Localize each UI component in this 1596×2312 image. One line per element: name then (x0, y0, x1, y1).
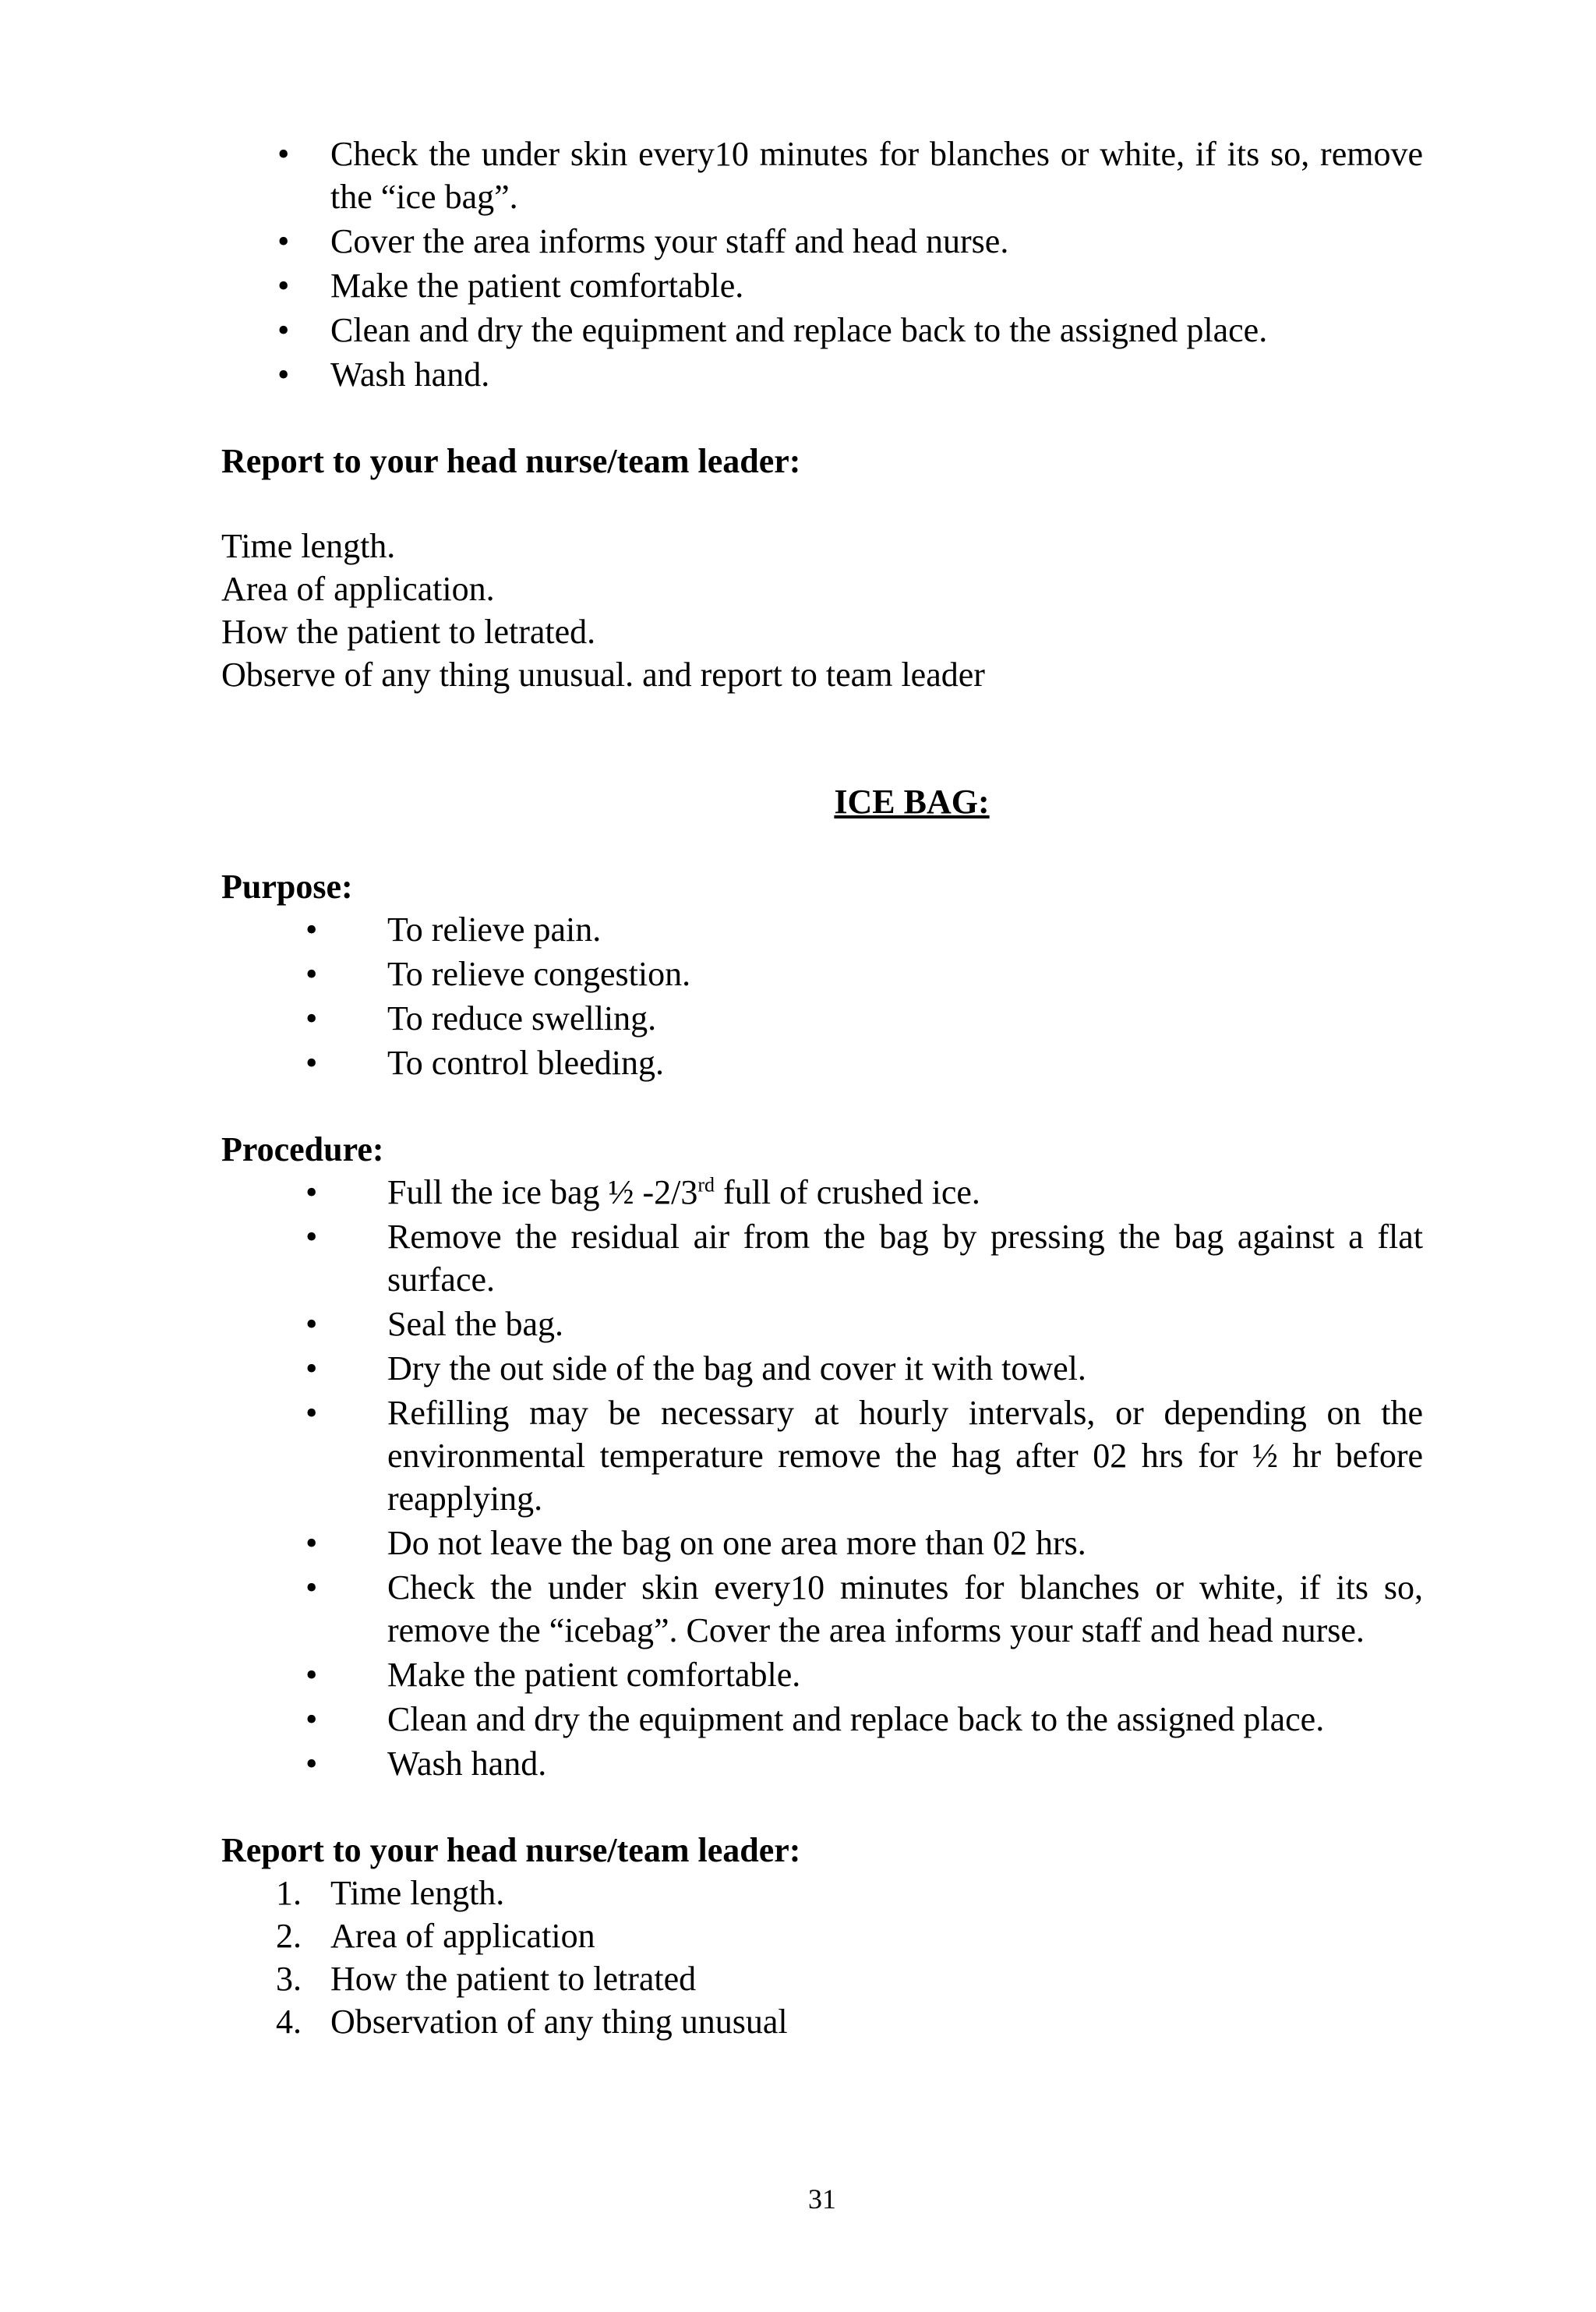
procedure-list (221, 1171, 1423, 1785)
list-item: • To relieve congestion. (221, 953, 1423, 995)
bullet-icon: • (305, 1700, 318, 1738)
bullet-icon: • (277, 135, 290, 173)
bullet-icon: • (305, 1394, 318, 1432)
purpose-heading: Purpose: (221, 868, 353, 906)
list-item: 4. Observation of any thing unusual (276, 2003, 788, 2041)
list-item: 1. Time length. (276, 1874, 505, 1912)
bullet-icon: • (305, 1568, 318, 1607)
bullet-icon: • (305, 1745, 318, 1783)
report-line: Time length. (221, 527, 396, 565)
report-heading: Report to your head nurse/team leader: (221, 1831, 801, 1869)
document-page (221, 133, 1423, 2043)
list-item: 3. How the patient to letrated (276, 1960, 697, 1998)
bullet-icon: • (277, 222, 290, 260)
report-line: How the patient to letrated. (221, 613, 596, 651)
list-item: • Refilling may be necessary at hourly intervals, or depending on the environmental temperature remove the hag after 02 hrs for ½ hr before reapplying. (221, 1391, 1423, 1520)
list-item: • To reduce swelling. (221, 997, 1423, 1040)
list-item: • Remove the residual air from the bag by pressing the bag against a flat surface. (221, 1215, 1423, 1301)
list-item: • Clean and dry the equipment and replace back to the assigned place. (221, 309, 1423, 352)
bullet-icon: • (305, 1349, 318, 1388)
procedure-heading: Procedure: (221, 1130, 384, 1168)
list-item: • Cover the area informs your staff and head nurse. (221, 220, 1423, 263)
page-number: 31 (808, 2183, 836, 2215)
top-bullet-list (221, 133, 1423, 396)
bullet-icon: • (305, 1044, 318, 1082)
bullet-icon: • (305, 1305, 318, 1343)
list-item: • To control bleeding. (221, 1041, 1423, 1084)
list-item: • Make the patient comfortable. (221, 1653, 1423, 1696)
report-line: Observe of any thing unusual. and report to team leader (221, 656, 985, 694)
bullet-icon: • (305, 1524, 318, 1562)
report-heading: Report to your head nurse/team leader: (221, 442, 801, 480)
list-item: • Dry the out side of the bag and cover it with towel. (221, 1347, 1423, 1390)
list-item: • Wash hand. (221, 353, 1423, 396)
list-item: • Seal the bag. (221, 1303, 1423, 1345)
bullet-icon: • (305, 1173, 318, 1211)
list-item: 2. Area of application (276, 1917, 595, 1955)
bullet-icon: • (305, 910, 318, 949)
list-item: • Wash hand. (221, 1742, 1423, 1785)
report-lines (221, 525, 1423, 696)
bullet-icon: • (305, 999, 318, 1038)
bullet-icon: • (305, 1656, 318, 1694)
list-item: • Check the under skin every10 minutes for blanches or white, if its so, remove the “ice bag”. (221, 133, 1423, 218)
report-line: Area of application. (221, 570, 495, 608)
bullet-icon: • (277, 311, 290, 349)
purpose-list (221, 908, 1423, 1084)
report-numbered-list (221, 1872, 1423, 2043)
list-item: • To relieve pain. (221, 908, 1423, 951)
list-item: • Full the ice bag ½ -2/3rd full of crushed ice. (221, 1171, 1423, 1214)
list-item: • Make the patient comfortable. (221, 264, 1423, 307)
bullet-icon: • (305, 955, 318, 993)
list-item: • Do not leave the bag on one area more than 02 hrs. (221, 1522, 1423, 1564)
bullet-icon: • (277, 267, 290, 305)
list-item: • Clean and dry the equipment and replace back to the assigned place. (221, 1698, 1423, 1741)
list-item: • Check the under skin every10 minutes for blanches or white, if its so, remove the “icebag”. Cover the area informs your staff and head nurse. (221, 1566, 1423, 1652)
bullet-icon: • (277, 355, 290, 394)
bullet-icon: • (305, 1218, 318, 1256)
section-title: ICE BAG: (834, 783, 990, 821)
